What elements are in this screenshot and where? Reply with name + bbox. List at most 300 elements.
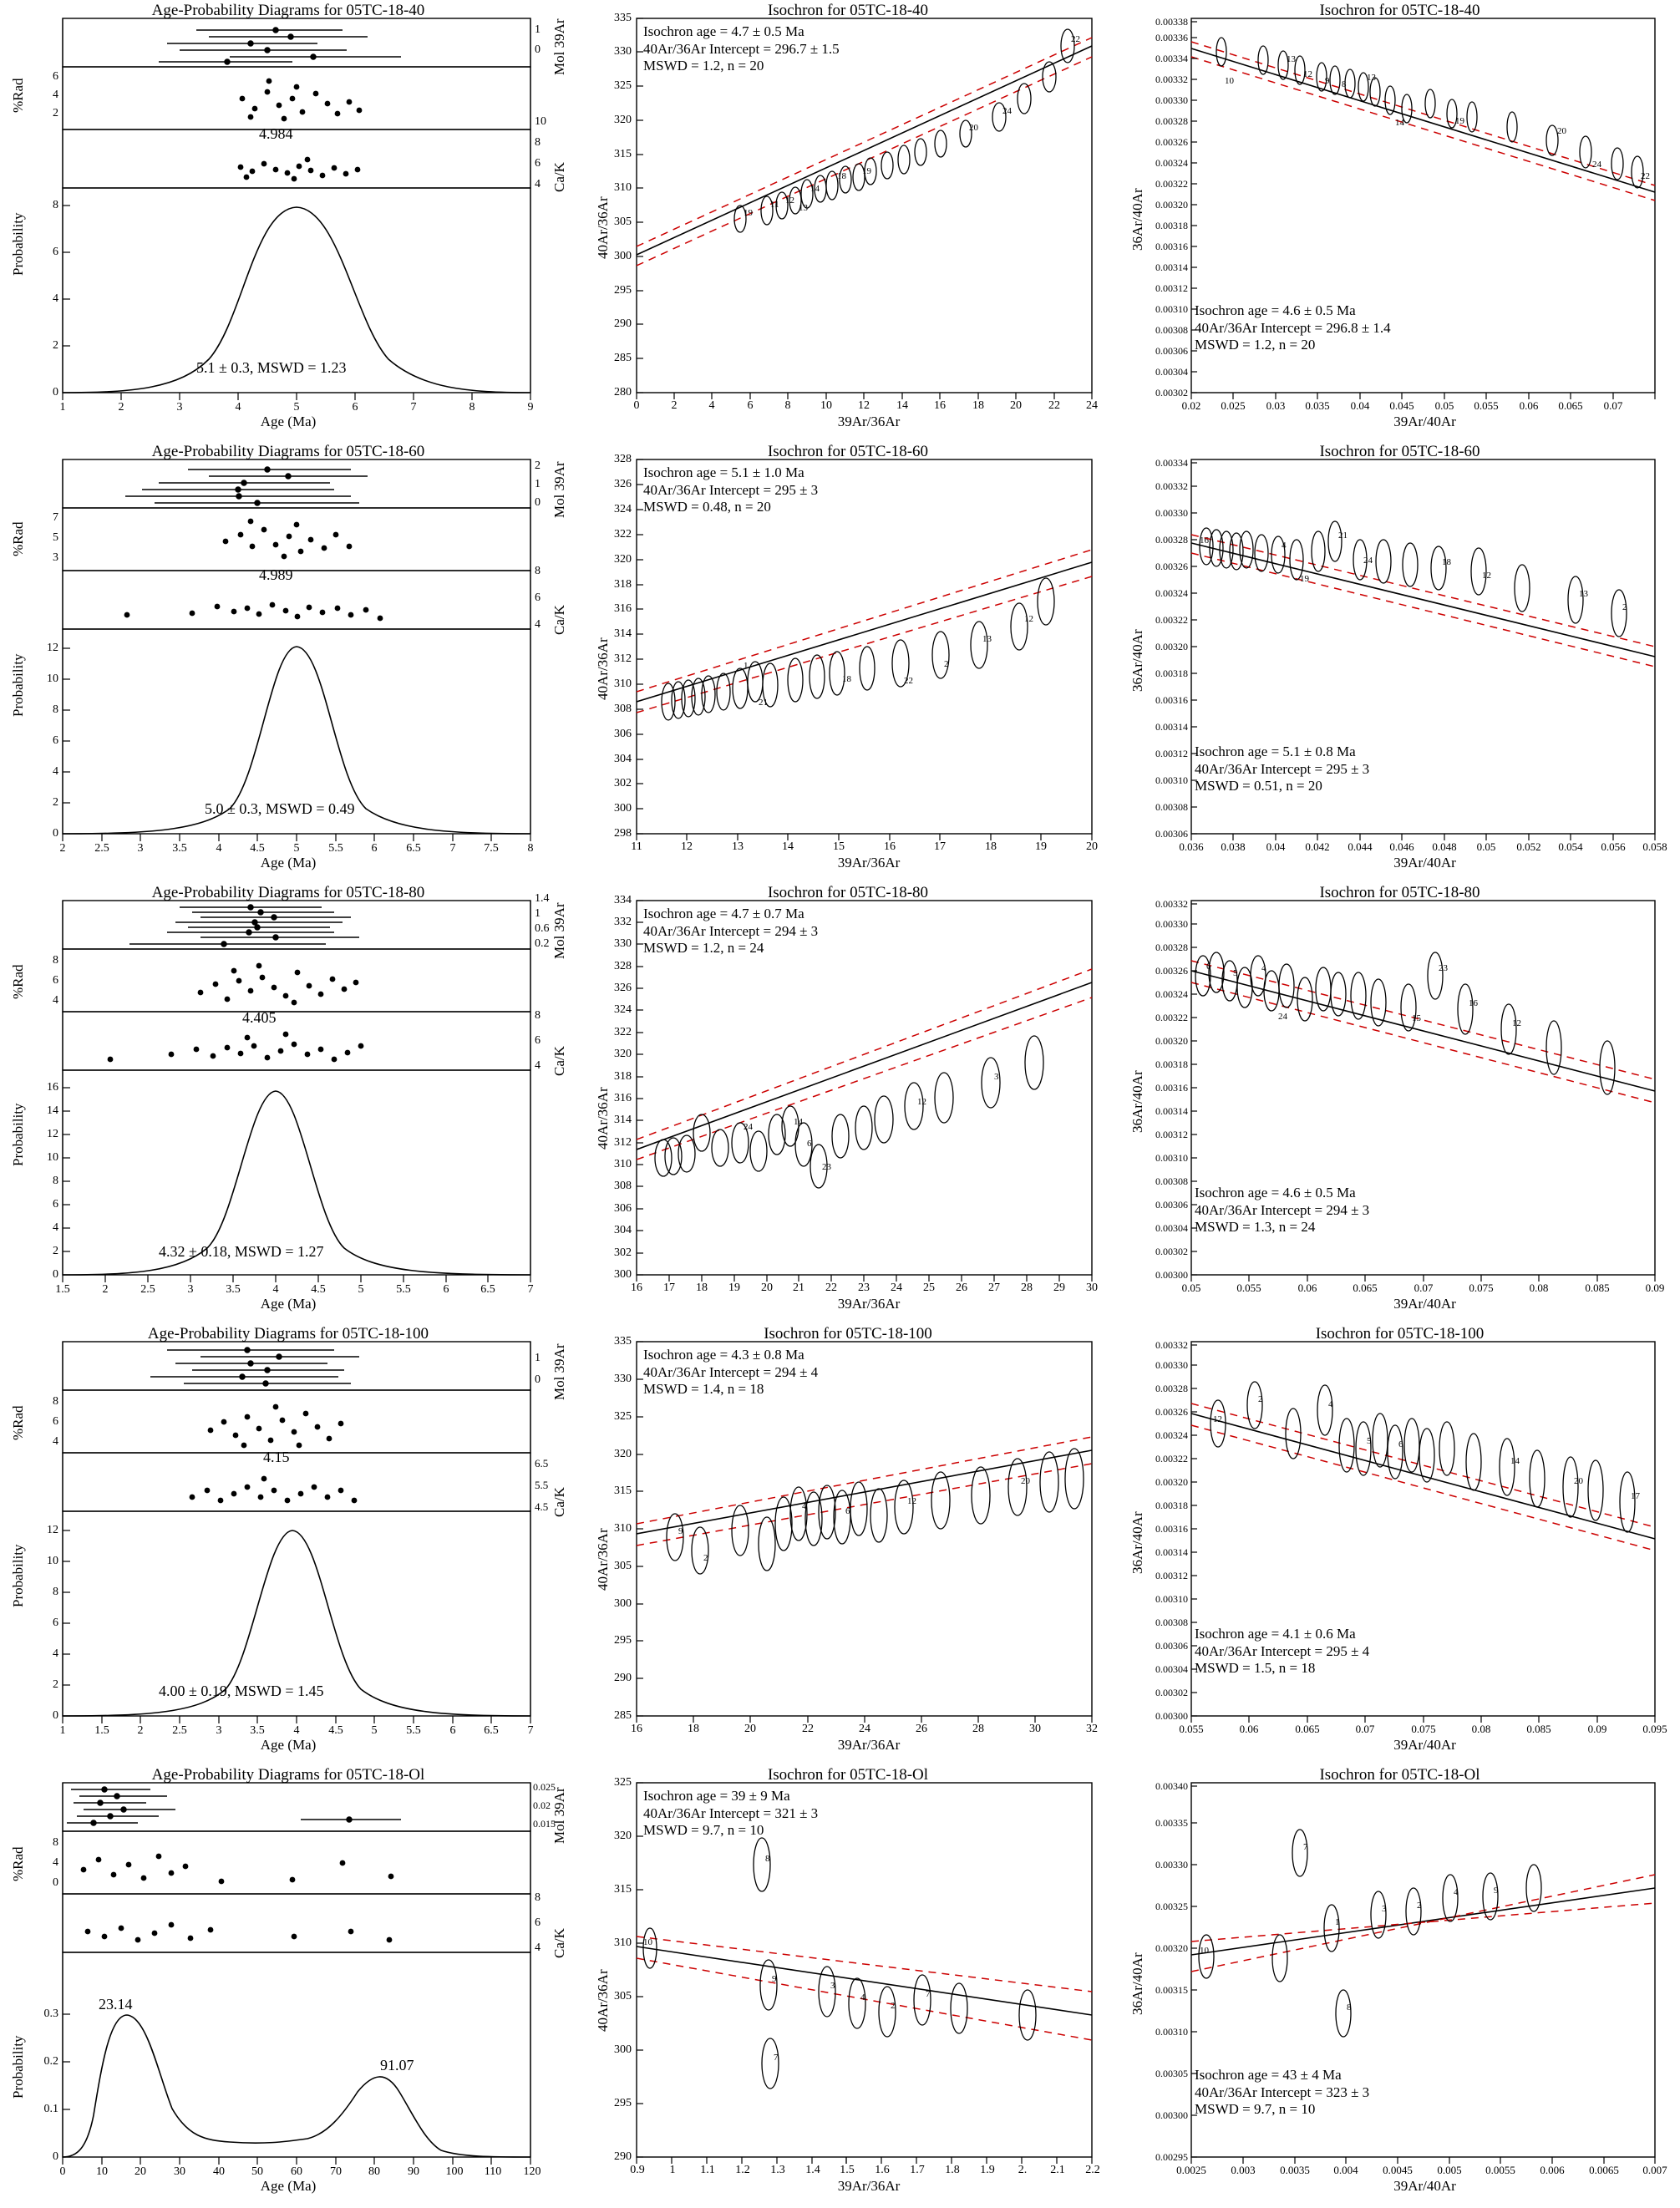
stat-label: 5.1 ± 0.3, MSWD = 1.23 xyxy=(196,359,347,376)
y-tick: 0.00314 xyxy=(1155,1546,1188,1558)
y-tick: 300 xyxy=(614,802,632,815)
y-tick: 0.00300 xyxy=(1155,2109,1188,2121)
y-tick: 330 xyxy=(614,937,632,950)
svg-text:18: 18 xyxy=(842,674,851,684)
y-tick: 0.00315 xyxy=(1155,1984,1188,1996)
x-tick: 0.006 xyxy=(1540,2164,1565,2176)
y-tick: 0.00326 xyxy=(1155,1406,1188,1418)
y-tick: 0.00302 xyxy=(1155,387,1188,398)
right-tick: 4 xyxy=(535,618,541,631)
x-tick: 3 xyxy=(176,401,183,414)
y-axis-label-pctrad: %Rad xyxy=(10,78,26,113)
isochron-inverse-panel-2 xyxy=(1119,441,1680,882)
x-tick: 0.085 xyxy=(1585,1282,1610,1294)
y-tick: 0.00308 xyxy=(1155,801,1188,813)
svg-text:7: 7 xyxy=(774,2053,779,2063)
y-axis-label-probability: Probability xyxy=(10,1103,26,1166)
x-tick: 4.5 xyxy=(328,1724,343,1737)
y-tick: 295 xyxy=(614,2097,632,2109)
y-axis-label: 36Ar/40Ar xyxy=(1129,1511,1145,1574)
svg-text:4: 4 xyxy=(860,1992,865,2002)
x-tick: 6 xyxy=(371,842,378,855)
x-tick: 4 xyxy=(708,399,715,412)
y-tick: 325 xyxy=(614,1776,632,1789)
y-tick: 0.00325 xyxy=(1155,1901,1188,1912)
y-axis-label: 40Ar/36Ar xyxy=(595,1087,611,1150)
x-tick: 0.0065 xyxy=(1589,2164,1619,2176)
x-tick: 25 xyxy=(923,1282,935,1294)
svg-text:9: 9 xyxy=(1494,1886,1499,1896)
svg-text:9: 9 xyxy=(678,1526,683,1536)
annotation-age: Isochron age = 4.7 ± 0.7 Ma xyxy=(643,906,804,921)
x-tick: 15 xyxy=(833,840,845,853)
x-tick: 20 xyxy=(135,2165,146,2178)
right-axis-label-mol39ar: Mol 39Ar xyxy=(551,461,567,518)
svg-text:15: 15 xyxy=(1412,1013,1421,1023)
right-tick: 0.025 xyxy=(533,1781,556,1793)
x-tick: 0.065 xyxy=(1295,1723,1320,1735)
y-tick: 12 xyxy=(47,1128,58,1140)
x-tick: 32 xyxy=(1086,1723,1098,1735)
x-tick: 2.5 xyxy=(172,1724,187,1737)
svg-text:7: 7 xyxy=(926,1989,931,1999)
y-tick: 0.00330 xyxy=(1155,94,1188,106)
x-tick: 4.5 xyxy=(250,842,265,855)
panel-title: Age-Probability Diagrams for 05TC-18-Ol xyxy=(151,1766,425,1784)
x-tick: 7 xyxy=(527,1724,534,1737)
y-tick: 0.00335 xyxy=(1155,1817,1188,1829)
y-tick: 330 xyxy=(614,1373,632,1385)
x-tick: 17 xyxy=(934,840,946,853)
svg-text:18: 18 xyxy=(837,171,846,181)
svg-text:13: 13 xyxy=(982,634,992,644)
y-axis-label-probability: Probability xyxy=(10,1544,26,1607)
y-tick: 306 xyxy=(614,1202,632,1215)
age-probability-plot xyxy=(0,441,576,859)
y-tick: 285 xyxy=(614,1709,632,1722)
svg-text:13: 13 xyxy=(1367,73,1376,83)
y-tick: 328 xyxy=(614,960,632,972)
svg-text:19: 19 xyxy=(744,208,753,218)
y-tick: 320 xyxy=(614,1048,632,1060)
x-tick: 0.056 xyxy=(1601,840,1626,853)
x-tick: 12 xyxy=(858,399,870,412)
svg-text:1: 1 xyxy=(744,661,749,671)
x-tick: 30 xyxy=(1029,1723,1041,1735)
annotation-intercept: 40Ar/36Ar Intercept = 321 ± 3 xyxy=(643,1804,819,1821)
y-tick: 6 xyxy=(53,246,58,258)
y-tick: 0 xyxy=(53,1268,58,1281)
y-tick: 0.2 xyxy=(43,2055,58,2068)
panel-title: Isochron for 05TC-18-40 xyxy=(1319,2,1480,19)
y-tick: 0.00328 xyxy=(1155,534,1188,546)
right-tick: 0 xyxy=(535,43,541,56)
y-tick: 8 xyxy=(53,1395,58,1408)
svg-text:14: 14 xyxy=(794,1117,803,1127)
svg-text:23: 23 xyxy=(1439,963,1448,973)
y-tick: 0.00332 xyxy=(1155,1339,1188,1351)
right-tick: 4 xyxy=(535,1059,541,1072)
y-tick: 0.00310 xyxy=(1155,1593,1188,1605)
y-tick: 8 xyxy=(53,954,58,967)
y-tick: 0.00322 xyxy=(1155,614,1188,626)
right-tick: 1 xyxy=(535,23,541,36)
x-tick: 1.5 xyxy=(94,1724,109,1737)
y-tick: 0.00320 xyxy=(1155,199,1188,211)
svg-text:12: 12 xyxy=(1024,614,1033,624)
y-axis-label: 40Ar/36Ar xyxy=(595,196,611,259)
x-tick: 0.004 xyxy=(1333,2164,1358,2176)
y-axis-label: 40Ar/36Ar xyxy=(595,637,611,700)
right-tick: 0.015 xyxy=(533,1818,556,1830)
x-tick: 1 xyxy=(59,401,66,414)
x-tick: 0.09 xyxy=(1587,1723,1607,1735)
y-tick: 6 xyxy=(53,70,58,83)
age-probability-plot xyxy=(0,882,576,1300)
x-tick: 1.4 xyxy=(805,2164,820,2176)
stat-label: 4.32 ± 0.18, MSWD = 1.27 xyxy=(159,1243,324,1260)
x-tick: 16 xyxy=(631,1282,642,1294)
x-tick: 1.7 xyxy=(910,2164,925,2176)
y-tick: 326 xyxy=(614,478,632,490)
y-tick: 10 xyxy=(47,1151,58,1164)
y-tick: 314 xyxy=(614,627,632,640)
x-tick: 0 xyxy=(633,399,640,412)
y-tick: 0.00312 xyxy=(1155,1570,1188,1581)
svg-text:11: 11 xyxy=(770,200,779,210)
y-tick: 10 xyxy=(47,1555,58,1567)
isochron-inverse-plot xyxy=(1119,0,1680,418)
panel-title: Age-Probability Diagrams for 05TC-18-40 xyxy=(151,2,425,19)
peak-label: 23.14 xyxy=(99,1996,133,2013)
x-axis-label: 39Ar/36Ar xyxy=(837,855,901,871)
y-tick: 334 xyxy=(614,894,632,906)
y-tick: 305 xyxy=(614,1990,632,2002)
annotation-intercept: 40Ar/36Ar Intercept = 294 ± 3 xyxy=(1195,1201,1370,1218)
x-axis-label: Age (Ma) xyxy=(260,414,317,429)
y-tick: 0.00310 xyxy=(1155,2026,1188,2038)
peak-label: 4.15 xyxy=(263,1449,290,1465)
x-tick: 14 xyxy=(896,399,908,412)
y-tick: 302 xyxy=(614,777,632,789)
svg-text:2: 2 xyxy=(891,2001,896,2011)
x-tick: 5 xyxy=(293,842,300,855)
x-tick: 40 xyxy=(213,2165,225,2178)
y-tick: 295 xyxy=(614,1634,632,1647)
x-tick: 16 xyxy=(631,1723,642,1735)
svg-text:6: 6 xyxy=(1206,962,1211,972)
x-tick: 6.5 xyxy=(480,1283,495,1296)
y-tick: 322 xyxy=(614,528,632,541)
y-tick: 306 xyxy=(614,728,632,740)
right-tick: 1 xyxy=(535,478,541,490)
svg-text:12: 12 xyxy=(785,195,794,206)
svg-text:17: 17 xyxy=(1631,1491,1640,1501)
x-axis-label: Age (Ma) xyxy=(260,855,317,871)
y-tick: 316 xyxy=(614,1092,632,1104)
x-tick: 0.05 xyxy=(1181,1282,1201,1294)
y-tick: 302 xyxy=(614,1246,632,1259)
x-tick: 10 xyxy=(820,399,832,412)
y-tick: 308 xyxy=(614,1180,632,1192)
y-tick: 315 xyxy=(614,1883,632,1896)
y-tick: 0.00316 xyxy=(1155,1523,1188,1535)
svg-text:6: 6 xyxy=(807,1139,812,1149)
panel-title: Isochron for 05TC-18-80 xyxy=(767,884,929,901)
x-tick: 6.5 xyxy=(406,842,421,855)
y-tick: 0.3 xyxy=(43,2008,58,2020)
x-tick: 0.045 xyxy=(1389,399,1414,412)
x-tick: 0.044 xyxy=(1348,840,1373,853)
x-tick: 2.2 xyxy=(1085,2164,1100,2176)
y-tick: 12 xyxy=(47,1524,58,1536)
x-tick: 4 xyxy=(293,1724,300,1737)
y-tick: 0.00305 xyxy=(1155,2068,1188,2079)
svg-text:20: 20 xyxy=(1021,1476,1030,1486)
x-tick: 4 xyxy=(272,1283,279,1296)
y-tick: 4 xyxy=(53,1435,58,1448)
annotation-block xyxy=(643,464,818,516)
x-tick: 3.5 xyxy=(172,842,187,855)
right-tick: 6 xyxy=(535,1916,541,1929)
panel-title: Age-Probability Diagrams for 05TC-18-100 xyxy=(147,1325,429,1343)
age-probability-plot xyxy=(0,1323,576,1741)
y-tick: 0.00314 xyxy=(1155,721,1188,733)
isochron-inverse-panel-1 xyxy=(1119,0,1680,441)
x-tick: 100 xyxy=(445,2165,464,2178)
x-tick: 0.0055 xyxy=(1485,2164,1515,2176)
x-tick: 0.058 xyxy=(1642,840,1667,853)
annotation-block xyxy=(643,1788,818,1840)
y-tick: 0.00328 xyxy=(1155,942,1188,953)
y-tick: 0.00306 xyxy=(1155,1199,1188,1211)
stat-label: 5.0 ± 0.3, MSWD = 0.49 xyxy=(205,800,355,817)
y-tick: 315 xyxy=(614,148,632,160)
isochron-normal-panel-3 xyxy=(576,882,1119,1323)
y-tick: 4 xyxy=(53,994,58,1007)
y-tick: 16 xyxy=(47,1081,58,1094)
y-tick: 285 xyxy=(614,352,632,364)
svg-text:2: 2 xyxy=(1622,602,1627,612)
right-tick: 8 xyxy=(535,1891,541,1904)
annotation-block xyxy=(1195,2067,1369,2119)
y-tick: 2 xyxy=(53,796,58,809)
isochron-inverse-panel-4 xyxy=(1119,1323,1680,1764)
right-tick: 0 xyxy=(535,496,541,509)
annotation-intercept: 40Ar/36Ar Intercept = 295 ± 4 xyxy=(1195,1642,1370,1659)
x-tick: 0.06 xyxy=(1239,1723,1259,1735)
x-axis-label: 39Ar/40Ar xyxy=(1393,1296,1456,1312)
right-tick: 8 xyxy=(535,565,541,577)
y-tick: 8 xyxy=(53,703,58,716)
y-tick: 310 xyxy=(614,1936,632,1949)
x-tick: 80 xyxy=(368,2165,380,2178)
x-tick: 7 xyxy=(527,1283,534,1296)
x-tick: 24 xyxy=(1086,399,1098,412)
isochron-normal-panel-1 xyxy=(576,0,1119,441)
x-tick: 1.5 xyxy=(55,1283,70,1296)
x-tick: 0.048 xyxy=(1432,840,1457,853)
svg-text:23: 23 xyxy=(822,1162,831,1172)
x-tick: 60 xyxy=(291,2165,302,2178)
x-tick: 0.005 xyxy=(1437,2164,1462,2176)
x-tick: 23 xyxy=(858,1282,870,1294)
right-tick: 6 xyxy=(535,1034,541,1047)
y-axis-label: 36Ar/40Ar xyxy=(1129,188,1145,251)
x-tick: 18 xyxy=(985,840,997,853)
svg-text:16: 16 xyxy=(1469,998,1478,1008)
annotation-mswd: MSWD = 9.7, n = 10 xyxy=(643,1822,764,1839)
svg-text:6: 6 xyxy=(1398,1439,1403,1449)
x-tick: 1.9 xyxy=(980,2164,995,2176)
svg-text:24: 24 xyxy=(1002,106,1012,116)
svg-text:22: 22 xyxy=(1071,34,1080,44)
x-tick: 5.5 xyxy=(396,1283,411,1296)
right-axis-label-cak: Ca/K xyxy=(551,1046,567,1076)
y-tick: 0.00312 xyxy=(1155,282,1188,294)
y-tick: 0.00316 xyxy=(1155,694,1188,706)
x-tick: 24 xyxy=(891,1282,902,1294)
x-tick: 18 xyxy=(696,1282,708,1294)
right-axis-label-mol39ar: Mol 39Ar xyxy=(551,902,567,959)
x-tick: 5 xyxy=(371,1724,378,1737)
y-tick: 4 xyxy=(53,1856,58,1869)
svg-text:24: 24 xyxy=(1278,1012,1287,1022)
y-tick: 320 xyxy=(614,1830,632,1842)
annotation-age: Isochron age = 4.6 ± 0.5 Ma xyxy=(1195,1185,1356,1200)
annotation-block xyxy=(1195,302,1391,354)
x-tick: 0.08 xyxy=(1471,1723,1491,1735)
svg-text:14: 14 xyxy=(1510,1456,1520,1466)
x-tick: 5 xyxy=(293,401,300,414)
svg-text:24: 24 xyxy=(744,1122,753,1132)
x-tick: 2 xyxy=(102,1283,109,1296)
x-tick: 22 xyxy=(802,1723,814,1735)
annotation-age: Isochron age = 4.1 ± 0.6 Ma xyxy=(1195,1626,1356,1642)
x-tick: 1.5 xyxy=(840,2164,855,2176)
svg-text:22: 22 xyxy=(904,676,913,686)
x-tick: 2 xyxy=(118,401,124,414)
y-tick: 300 xyxy=(614,2043,632,2056)
y-tick: 0.00334 xyxy=(1155,457,1188,469)
panel-title: Isochron for 05TC-18-Ol xyxy=(1319,1766,1480,1784)
x-axis-label: Age (Ma) xyxy=(260,2178,317,2194)
y-axis-label: 36Ar/40Ar xyxy=(1129,1070,1145,1133)
annotation-age: Isochron age = 5.1 ± 0.8 Ma xyxy=(1195,744,1356,759)
y-tick: 2 xyxy=(53,339,58,352)
x-tick: 16 xyxy=(884,840,896,853)
y-tick: 290 xyxy=(614,2150,632,2163)
y-tick: 325 xyxy=(614,1410,632,1423)
x-tick: 50 xyxy=(251,2165,263,2178)
y-tick: 0.00304 xyxy=(1155,366,1188,378)
right-tick: 1.4 xyxy=(535,892,550,905)
svg-text:19: 19 xyxy=(1300,574,1309,584)
y-tick: 300 xyxy=(614,1268,632,1281)
isochron-inverse-plot xyxy=(1119,1764,1680,2182)
x-axis-label: 39Ar/40Ar xyxy=(1393,1737,1456,1753)
x-tick: 0.05 xyxy=(1476,840,1496,853)
y-tick: 0.00320 xyxy=(1155,1476,1188,1488)
isochron-inverse-plot xyxy=(1119,1323,1680,1741)
right-tick: 0.02 xyxy=(533,1799,551,1811)
x-tick: 0.05 xyxy=(1434,399,1454,412)
isochron-normal-panel-2 xyxy=(576,441,1119,882)
y-tick: 0.00332 xyxy=(1155,480,1188,492)
svg-text:21: 21 xyxy=(759,698,768,708)
x-tick: 2.1 xyxy=(1050,2164,1065,2176)
age-probability-plot xyxy=(0,0,576,418)
y-tick: 0.1 xyxy=(43,2103,58,2115)
y-tick: 310 xyxy=(614,1522,632,1535)
y-tick: 0.00330 xyxy=(1155,1359,1188,1371)
svg-text:12: 12 xyxy=(917,1097,926,1107)
annotation-mswd: MSWD = 0.51, n = 20 xyxy=(1195,778,1322,794)
x-tick: 30 xyxy=(1086,1282,1098,1294)
y-tick: 310 xyxy=(614,1158,632,1170)
right-tick: 6 xyxy=(535,157,541,170)
svg-text:1: 1 xyxy=(1335,1917,1340,1927)
svg-text:5: 5 xyxy=(1233,968,1238,978)
svg-text:10: 10 xyxy=(1200,1946,1209,1956)
y-tick: 0.00310 xyxy=(1155,774,1188,786)
y-axis-label: 36Ar/40Ar xyxy=(1129,1952,1145,2015)
y-tick: 4 xyxy=(53,89,58,101)
y-tick: 335 xyxy=(614,12,632,24)
right-tick: 2 xyxy=(535,459,541,472)
x-tick: 1.3 xyxy=(770,2164,785,2176)
x-tick: 90 xyxy=(408,2165,419,2178)
x-tick: 4.5 xyxy=(311,1283,326,1296)
y-axis-label-probability: Probability xyxy=(10,2035,26,2099)
y-tick: 308 xyxy=(614,703,632,715)
x-tick: 3 xyxy=(187,1283,194,1296)
peak-label-secondary: 91.07 xyxy=(380,2057,414,2073)
y-tick: 318 xyxy=(614,1070,632,1083)
y-tick: 0.00324 xyxy=(1155,157,1188,169)
x-tick: 19 xyxy=(1035,840,1047,853)
y-tick: 0 xyxy=(53,2150,58,2163)
x-tick: 8 xyxy=(784,399,791,412)
y-tick: 4 xyxy=(53,1221,58,1234)
right-axis-label-cak: Ca/K xyxy=(551,162,567,192)
x-tick: 2. xyxy=(1018,2164,1028,2176)
y-tick: 0.00332 xyxy=(1155,898,1188,910)
panel-title: Isochron for 05TC-18-100 xyxy=(1315,1325,1485,1343)
x-tick: 2 xyxy=(59,842,66,855)
x-tick: 0.0035 xyxy=(1280,2164,1310,2176)
x-tick: 6 xyxy=(352,401,358,414)
y-tick: 310 xyxy=(614,181,632,194)
x-tick: 0.036 xyxy=(1179,840,1204,853)
svg-text:2: 2 xyxy=(1417,1901,1422,1911)
right-tick: 0.6 xyxy=(535,922,550,935)
y-tick: 0.00322 xyxy=(1155,178,1188,190)
x-axis-label: 39Ar/40Ar xyxy=(1393,414,1456,429)
y-tick: 0.00316 xyxy=(1155,241,1188,252)
annotation-mswd: MSWD = 0.48, n = 20 xyxy=(643,499,771,515)
x-axis-label: 39Ar/36Ar xyxy=(837,2178,901,2194)
y-tick: 10 xyxy=(47,673,58,685)
y-tick: 14 xyxy=(47,1104,58,1117)
panel-title: Isochron for 05TC-18-60 xyxy=(1319,443,1480,460)
x-tick: 0.046 xyxy=(1389,840,1414,853)
y-tick: 4 xyxy=(53,1647,58,1660)
y-tick: 8 xyxy=(53,199,58,211)
x-tick: 0.03 xyxy=(1266,399,1286,412)
y-tick: 324 xyxy=(614,1003,632,1016)
annotation-age: Isochron age = 4.3 ± 0.8 Ma xyxy=(643,1347,804,1363)
